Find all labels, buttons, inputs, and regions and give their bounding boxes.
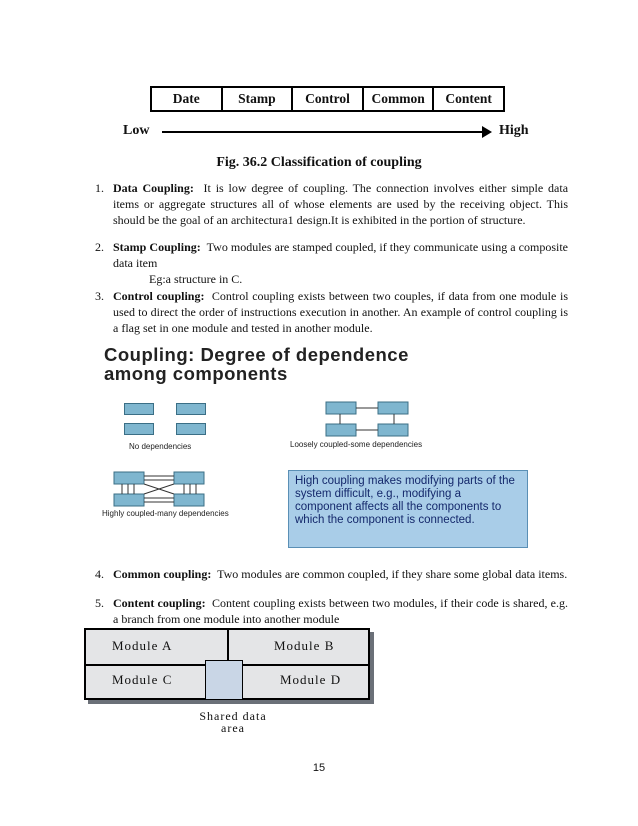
loose-coupling-caption: Loosely coupled-some dependencies [290, 440, 423, 449]
coupling-scale-table [150, 86, 505, 112]
figure-caption: Fig. 36.2 Classification of coupling [216, 155, 422, 170]
list-number: 1. [95, 181, 104, 195]
high-coupling-caption: Highly coupled-many dependencies [102, 509, 229, 518]
scale-cell-stamp: Stamp [223, 88, 294, 110]
scale-cell-common: Common [364, 88, 435, 110]
shared-label-line-2: area [221, 721, 245, 735]
component-box [176, 403, 206, 415]
term-content-coupling: Content coupling: [113, 596, 206, 610]
module-b-label: Module B [274, 638, 335, 653]
item-text: Two modules are common coupled, if they share some global data items. [217, 567, 568, 581]
page-number: 15 [312, 762, 326, 774]
component-box [176, 423, 206, 435]
module-c-label: Module C [112, 672, 173, 687]
component-box [124, 403, 154, 415]
high-coupling-note: High coupling makes modifying parts of the system difficult, e.g., modifying a component affects all the components to which the component is connected. [288, 470, 528, 548]
list-item-data-coupling [95, 180, 569, 228]
scale-cell-control: Control [293, 88, 364, 110]
term-data-coupling: Data Coupling: [113, 181, 194, 195]
title-line-2: among components [104, 363, 288, 384]
scale-cell-content: Content [445, 91, 492, 106]
shared-data-label [183, 710, 283, 734]
scale-cell-date: Date [152, 88, 223, 110]
item-example: Eg:a structure in C. [149, 272, 243, 286]
item-text: Content coupling exists between two modules, if their code is shared, e.g. a branch from one module into another module [113, 596, 568, 626]
loose-coupling-diagram [320, 398, 420, 438]
list-number: 3. [95, 289, 104, 303]
module-divider-vertical [227, 630, 229, 664]
component-box [124, 423, 154, 435]
term-stamp-coupling: Stamp Coupling: [113, 240, 201, 254]
arrow-right-icon [482, 126, 492, 138]
list-number: 2. [95, 240, 104, 254]
list-number: 4. [95, 567, 104, 581]
shared-data-area [205, 660, 243, 700]
item-text: It is low degree of coupling. The connection involves either simple data items or aggregate structures all of whose elements are used by the receiving object. This should be the goal of an architectura1 design.It is exhibited in the portion of structure. [113, 181, 569, 227]
shared-label-line-1: Shared data [199, 709, 267, 723]
list-item-control-coupling [95, 288, 568, 336]
title-line-1: Coupling: Degree of dependence [104, 344, 409, 365]
list-item-content-coupling [95, 595, 568, 627]
scale-high-label: High [499, 123, 529, 138]
list-item-common-coupling [95, 566, 568, 582]
item-text: Two modules are stamped coupled, if they communicate using a composite data item [113, 240, 568, 270]
item-text: Control coupling exists between two couples, if data from one module is used to direct the order of instructions execution in another. An example of control coupling is a flag set in one module and tested in another module. [113, 289, 568, 335]
scale-arrow-line [162, 131, 484, 133]
coupling-image-title [104, 345, 409, 383]
high-coupling-diagram [112, 468, 212, 510]
no-dependencies-caption: No dependencies [129, 442, 192, 451]
list-number: 5. [95, 596, 104, 610]
module-a-label: Module A [112, 638, 173, 653]
module-d-label: Module D [280, 672, 342, 687]
list-item-stamp-coupling [95, 239, 568, 287]
term-common-coupling: Common coupling: [113, 567, 212, 581]
scale-low-label: Low [123, 123, 150, 138]
term-control-coupling: Control coupling: [113, 289, 205, 303]
